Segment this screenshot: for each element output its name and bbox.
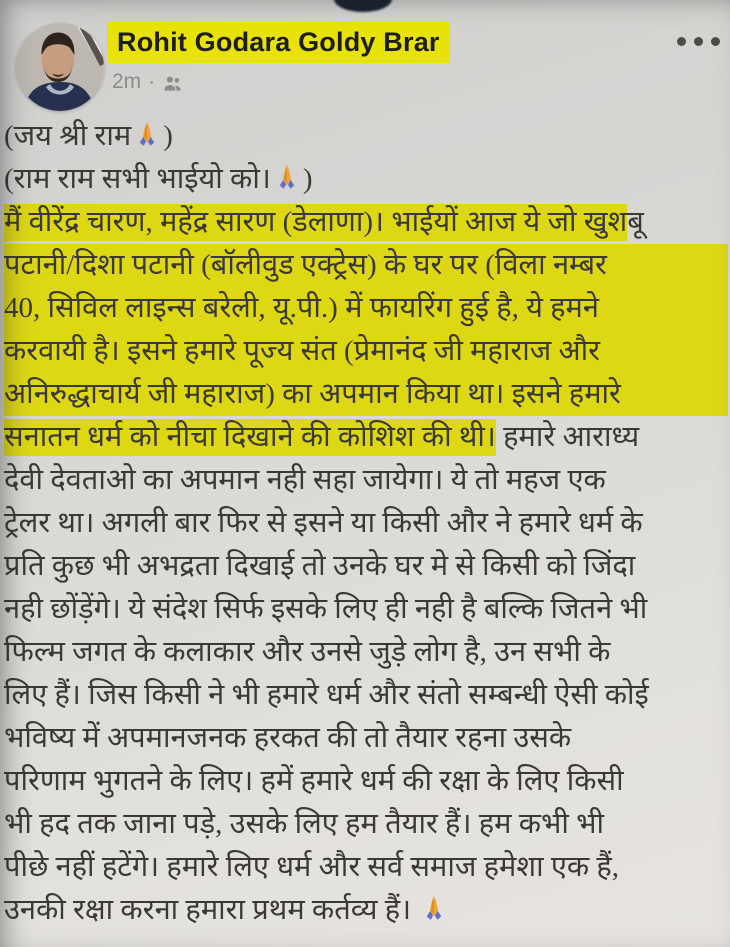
- friends-privacy-icon: [162, 73, 183, 94]
- folded-hands-emoji: [132, 120, 162, 150]
- post-text: (राम राम सभी भाईयो को।: [4, 163, 271, 195]
- post-text: नही छोंड़ेंगे। ये संदेश सिर्फ इसके लिए ही नही है बल्कि जितने भी: [4, 593, 648, 625]
- post-line: [4, 115, 728, 158]
- post-text: प्रति कुछ भी अभद्रता दिखाई तो उनके घर मे से किसी को जिंदा: [4, 550, 636, 582]
- timestamp[interactable]: 2m: [112, 70, 142, 93]
- post-text: बू: [627, 206, 644, 238]
- highlighted-text: सनातन धर्म को नीचा दिखाने की कोशिश की थी।: [4, 419, 496, 456]
- post-text: ): [163, 120, 173, 152]
- highlighted-text: 40, सिविल लाइन्स बरेली, यू.पी.) में फायरिंग हुई है, ये हमने: [4, 290, 599, 327]
- post-line: [4, 416, 728, 459]
- dot-icon: [711, 37, 720, 46]
- post-line: [4, 459, 728, 502]
- post-line: [4, 846, 728, 889]
- post-line: [4, 889, 728, 932]
- post-text: देवी देवताओ का अपमान नही सहा जायेगा। ये तो महज एक: [4, 464, 606, 496]
- post-text: ट्रेलर था। अगली बार फिर से इसने या किसी और ने हमारे धर्म के: [4, 507, 643, 539]
- post-text: पीछे नहीं हटेंगे। हमारे लिए धर्म और सर्व समाज हमेशा एक हैं,: [4, 851, 620, 883]
- post-text: उनकी रक्षा करना हमारा प्रथम कर्तव्य हैं।: [4, 894, 419, 926]
- author-name[interactable]: Rohit Godara Goldy Brar: [107, 22, 450, 63]
- post-text: फिल्म जगत के कलाकार और उनसे जुड़े लोग है, उन सभी के: [4, 636, 611, 668]
- highlighted-text: मैं वीरेंद्र चारण, महेंद्र सारण (डेलाणा)। भाईयों आज ये जो खुश: [4, 204, 627, 241]
- post-header: [0, 0, 730, 112]
- post-text: परिणाम भुगतने के लिए। हमें हमारे धर्म की रक्षा के लिए किसी: [4, 765, 624, 797]
- post-meta: [112, 70, 183, 94]
- post-line: [4, 201, 728, 244]
- folded-hands-emoji: [272, 163, 302, 193]
- post-line: [4, 760, 728, 803]
- post-line: [4, 502, 728, 545]
- highlighted-text: पटानी/दिशा पटानी (बॉलीवुड एक्ट्रेस) के घर पर (विला नम्बर: [4, 247, 607, 284]
- avatar[interactable]: [16, 23, 104, 111]
- dot-icon: [677, 37, 686, 46]
- post-line: [4, 287, 728, 330]
- post-line: [4, 545, 728, 588]
- post-text: भविष्य में अपमानजनक हरकत की तो तैयार रहना उसके: [4, 722, 572, 754]
- post-text: हमारे आराध्य: [495, 421, 640, 453]
- post-line: [4, 373, 728, 416]
- meta-separator: ·: [148, 70, 156, 93]
- post-line: [4, 158, 728, 201]
- post-line: [4, 588, 728, 631]
- post-line: [4, 674, 728, 717]
- post-body: [4, 115, 728, 932]
- post-line: [4, 330, 728, 373]
- post-line: [4, 244, 728, 287]
- post-text: भी हद तक जाना पड़े, उसके लिए हम तैयार हैं। हम कभी भी: [4, 808, 605, 840]
- post-line: [4, 717, 728, 760]
- post-text: लिए हैं। जिस किसी ने भी हमारे धर्म और संतो सम्बन्धी ऐसी कोई: [4, 679, 649, 711]
- post-text: ): [302, 163, 313, 195]
- highlighted-text: करवायी है। इसने हमारे पूज्य संत (प्रेमानंद जी महाराज और: [4, 333, 600, 370]
- post-line: [4, 631, 728, 674]
- folded-hands-emoji: [419, 894, 449, 924]
- dot-icon: [694, 37, 703, 46]
- post-options-button[interactable]: [673, 33, 724, 50]
- post-line: [4, 803, 728, 846]
- highlighted-text: अनिरुद्धाचार्य जी महाराज) का अपमान किया था। इसने हमारे: [4, 376, 621, 413]
- post-text: (जय श्री राम: [4, 120, 132, 152]
